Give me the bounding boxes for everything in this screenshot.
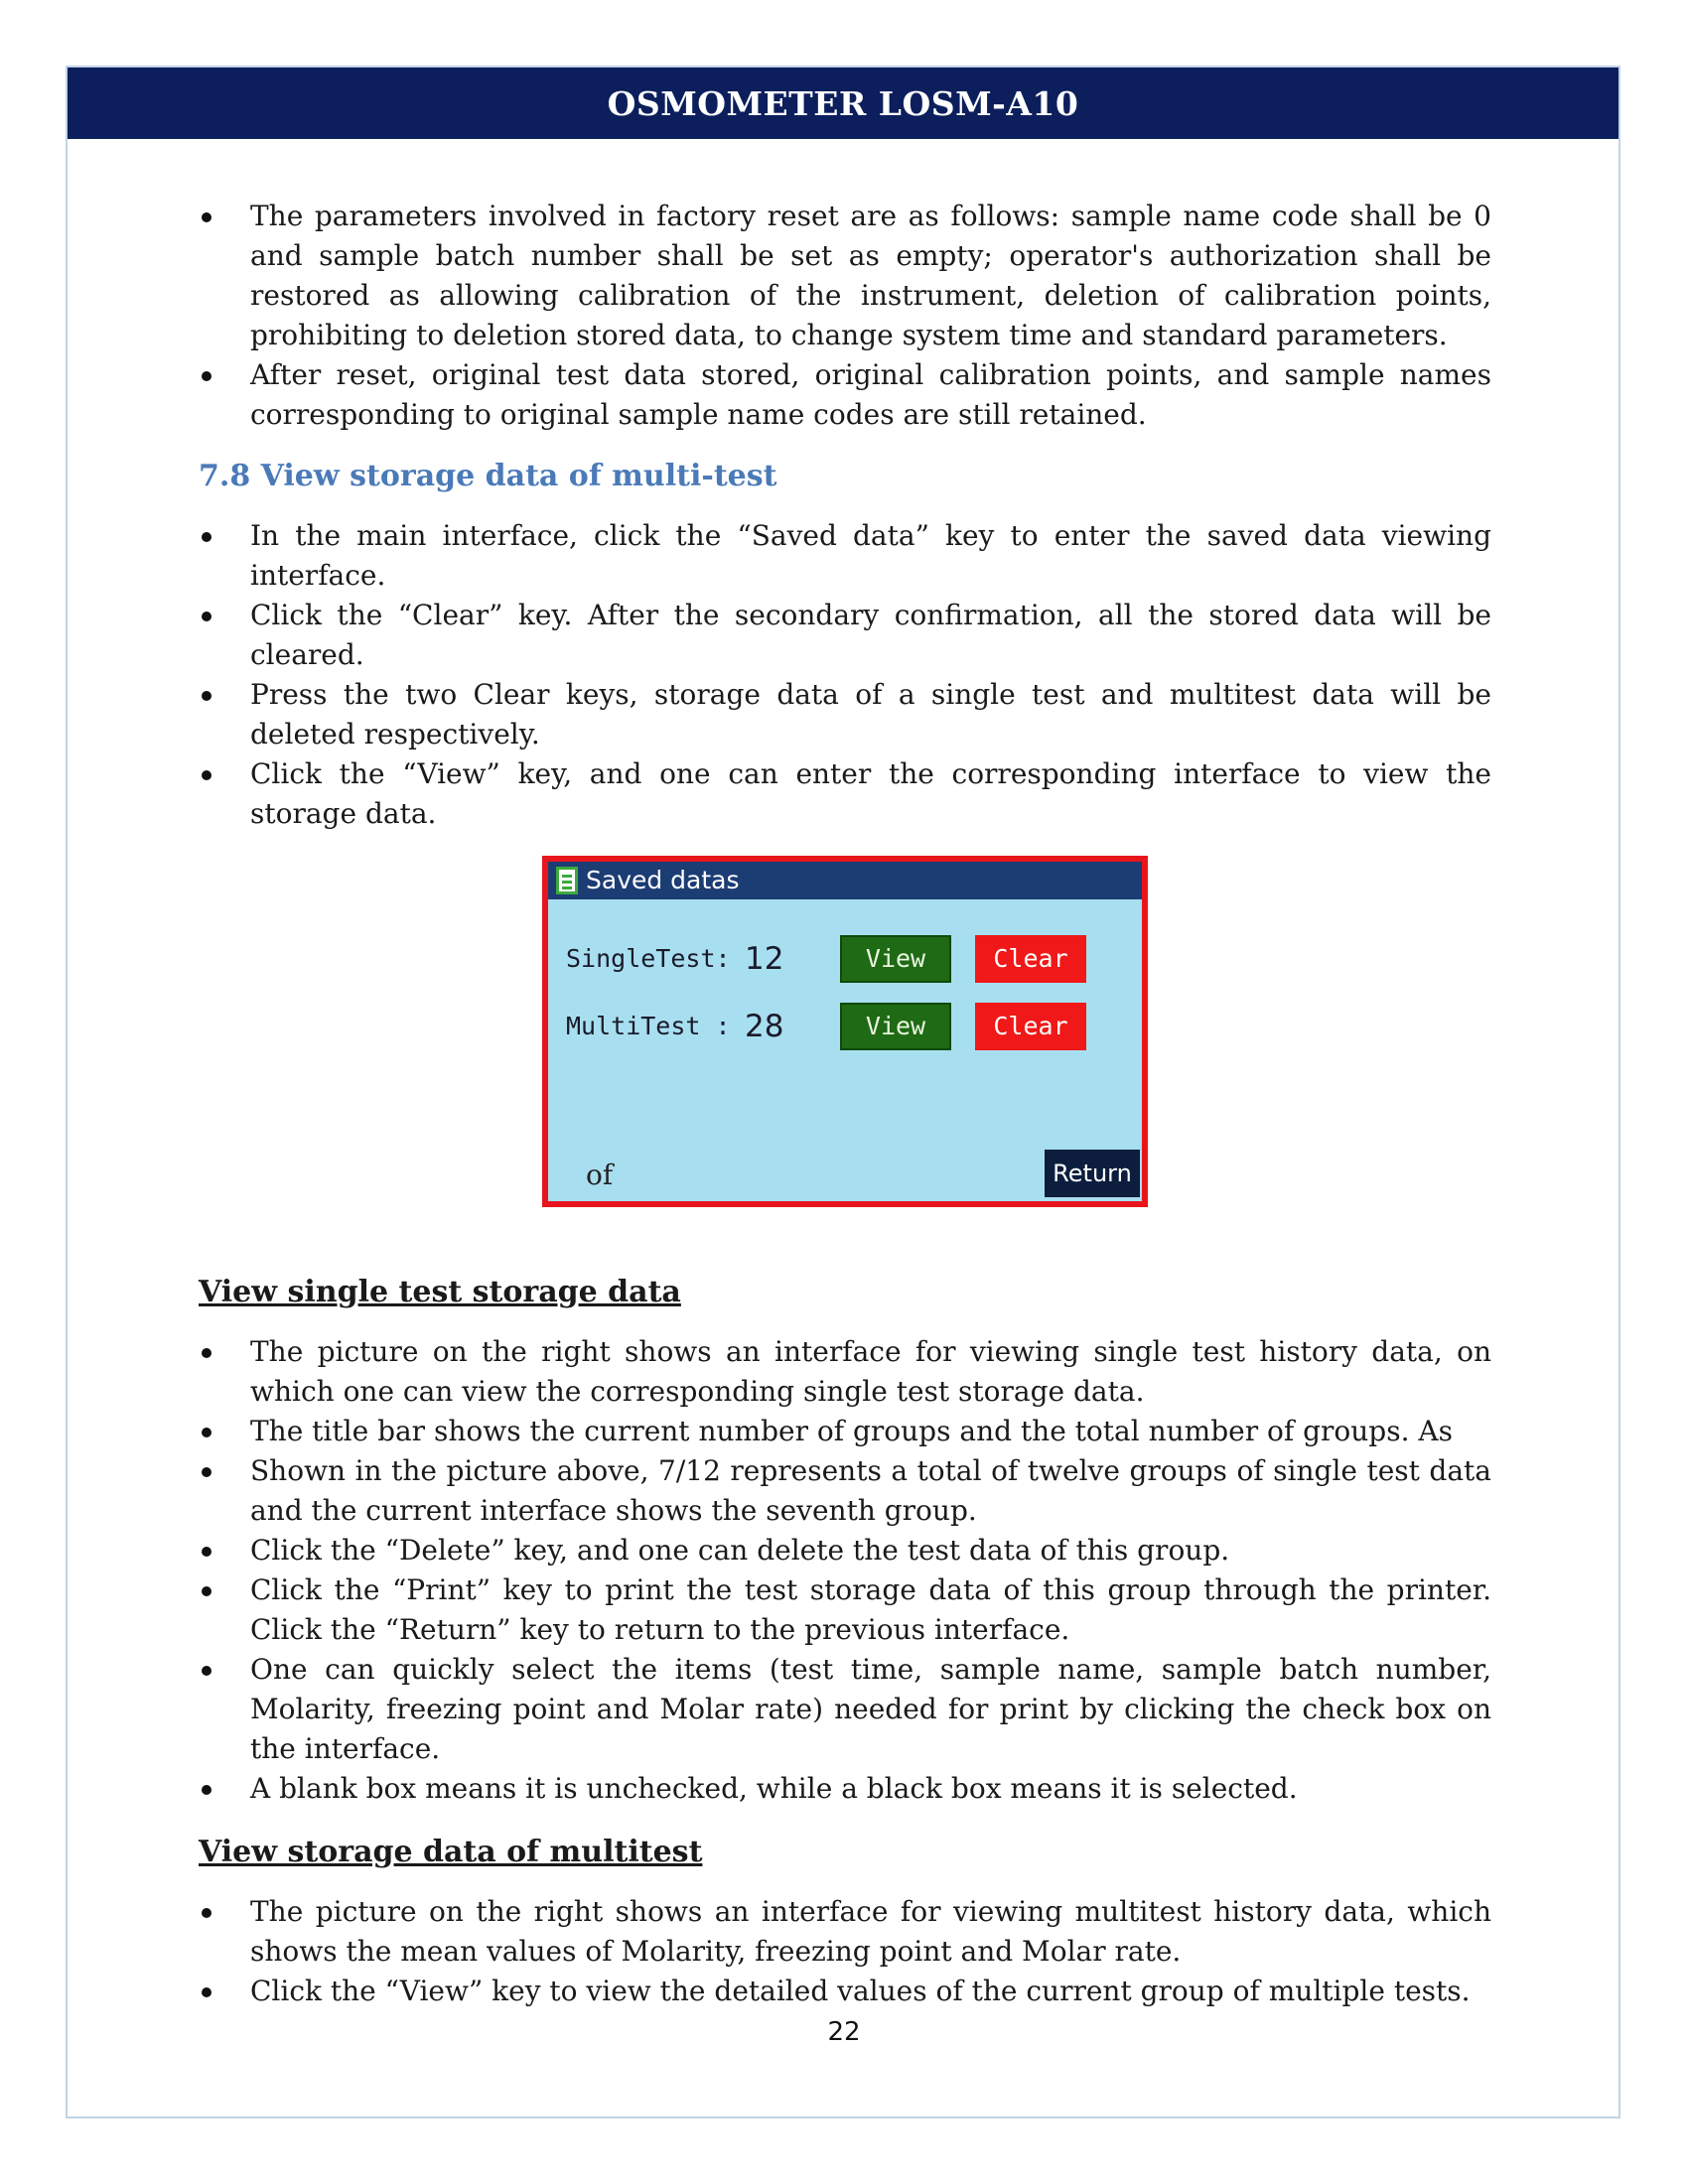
list-item: One can quickly select the items (test time, sample name, sample batch number, Molarity, freezing point and Molar rate) needed for print by clicking the check box on the interface. xyxy=(199,1650,1491,1769)
page-content xyxy=(199,197,1491,2011)
single-test-row xyxy=(566,935,1086,983)
multi-test-row xyxy=(566,1003,1086,1050)
list-item: Shown in the picture above, 7/12 represents a total of twelve groups of single test data and the current interface shows the seventh group. xyxy=(199,1451,1491,1531)
device-title: Saved datas xyxy=(586,866,740,894)
list-item: Click the “View” key to view the detailed values of the current group of multiple tests. xyxy=(199,1972,1491,2011)
multi-clear-button[interactable]: Clear xyxy=(975,1003,1086,1050)
document-icon xyxy=(556,867,578,894)
list-item: The picture on the right shows an interface for viewing single test history data, on which one can view the corresponding single test storage data. xyxy=(199,1332,1491,1412)
single-test-label: SingleTest: xyxy=(566,944,731,973)
list-item: The title bar shows the current number of groups and the total number of groups. As xyxy=(199,1412,1491,1451)
device-screen xyxy=(542,856,1148,1207)
list-item: Press the two Clear keys, storage data of a single test and multitest data will be deleted respectively. xyxy=(199,675,1491,754)
figure-saved-datas xyxy=(199,856,1491,1213)
multitest-heading: View storage data of multitest xyxy=(199,1835,703,1869)
list-item: Click the “Print” key to print the test storage data of this group through the printer. Click the “Return” key to return to the previous interface. xyxy=(199,1570,1491,1650)
list-item: Click the “Delete” key, and one can delete the test data of this group. xyxy=(199,1531,1491,1570)
multi-view-button[interactable]: View xyxy=(840,1003,951,1050)
page-header xyxy=(68,68,1618,139)
header-title: OSMOMETER LOSM-A10 xyxy=(607,83,1079,123)
list-item: Click the “Clear” key. After the secondary confirmation, all the stored data will be cleared. xyxy=(199,596,1491,675)
list-item: After reset, original test data stored, original calibration points, and sample names corresponding to original sample name codes are still retained. xyxy=(199,355,1491,435)
single-view-button[interactable]: View xyxy=(840,935,951,983)
list-item: A blank box means it is unchecked, while a black box means it is selected. xyxy=(199,1769,1491,1809)
single-clear-button[interactable]: Clear xyxy=(975,935,1086,983)
multitest-bullet-list xyxy=(199,1892,1491,2011)
single-test-count: 12 xyxy=(745,941,784,977)
section-78-bullet-list xyxy=(199,516,1491,834)
page-of-text: of xyxy=(586,1159,614,1191)
intro-bullet-list xyxy=(199,197,1491,435)
single-test-heading: View single test storage data xyxy=(199,1275,681,1309)
list-item: Click the “View” key, and one can enter the corresponding interface to view the storage data. xyxy=(199,754,1491,834)
list-item: The parameters involved in factory reset are as follows: sample name code shall be 0 and sample batch number shall be set as empty; operator's authorization shall be restored as allowing calibration of the instrument, deletion of calibration points, prohibiting to deletion stored data, to change system time and standard parameters. xyxy=(199,197,1491,355)
multi-test-label: MultiTest : xyxy=(566,1012,731,1040)
page-number: 22 xyxy=(827,2017,861,2047)
list-item: The picture on the right shows an interface for viewing multitest history data, which shows the mean values of Molarity, freezing point and Molar rate. xyxy=(199,1892,1491,1972)
multi-test-count: 28 xyxy=(745,1009,784,1044)
return-button[interactable]: Return xyxy=(1045,1150,1140,1197)
single-test-bullet-list xyxy=(199,1332,1491,1809)
device-title-bar xyxy=(548,862,1142,899)
list-item: In the main interface, click the “Saved data” key to enter the saved data viewing interface. xyxy=(199,516,1491,596)
section-heading: 7.8 View storage data of multi-test xyxy=(199,459,777,493)
